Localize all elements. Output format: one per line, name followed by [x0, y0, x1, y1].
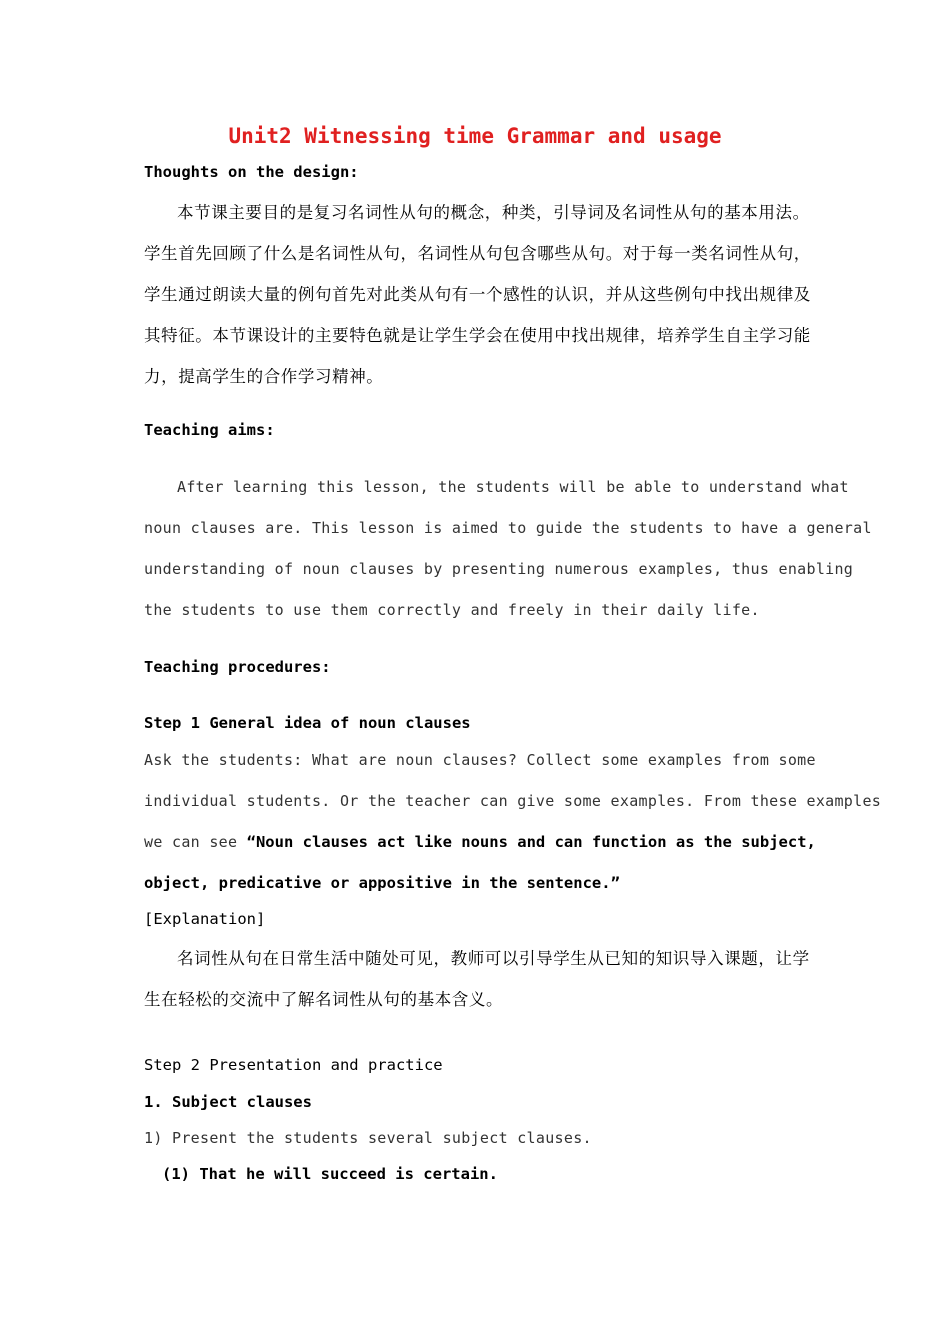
example-sentence: (1) That he will succeed is certain. — [162, 1165, 498, 1183]
design-paragraph-line: 学生首先回顾了什么是名词性从句，名词性从句包含哪些从句。对于每一类名词性从句， — [144, 244, 811, 263]
step2-item: 1) Present the students several subject clauses. — [144, 1129, 592, 1147]
explanation-label: [Explanation] — [144, 910, 266, 928]
step1-paragraph-line: individual students. Or the teacher can give some examples. From these examples — [144, 792, 882, 810]
aims-paragraph-line: After learning this lesson, the students will be able to understand what — [177, 478, 849, 496]
explanation-line: 生在轻松的交流中了解名词性从句的基本含义。 — [144, 990, 504, 1009]
design-heading: Thoughts on the design: — [144, 163, 359, 181]
step1-paragraph-line: Ask the students: What are noun clauses? Collect some examples from some — [144, 751, 816, 769]
aims-heading: Teaching aims: — [144, 421, 275, 439]
step2-heading: Step 2 Presentation and practice — [144, 1056, 443, 1074]
aims-paragraph-line: the students to use them correctly and freely in their daily life. — [144, 601, 760, 619]
design-paragraph-line: 学生通过朗读大量的例句首先对此类从句有一个感性的认识，并从这些例句中找出规律及 — [144, 285, 811, 304]
step1-paragraph-line — [144, 833, 816, 851]
design-paragraph-line: 本节课主要目的是复习名词性从句的概念，种类，引导词及名词性从句的基本用法。 — [177, 203, 810, 222]
design-paragraph-line: 力，提高学生的合作学习精神。 — [144, 367, 384, 386]
step1-heading: Step 1 General idea of noun clauses — [144, 714, 471, 732]
subject-clauses-heading: 1. Subject clauses — [144, 1093, 312, 1111]
design-paragraph-line: 其特征。本节课设计的主要特色就是让学生学会在使用中找出规律，培养学生自主学习能 — [144, 326, 811, 345]
explanation-line: 名词性从句在日常生活中随处可见，教师可以引导学生从已知的知识导入课题，让学 — [177, 949, 810, 968]
aims-paragraph-line: noun clauses are. This lesson is aimed to guide the students to have a general — [144, 519, 872, 537]
aims-paragraph-line: understanding of noun clauses by presenting numerous examples, thus enabling — [144, 560, 854, 578]
procedures-heading: Teaching procedures: — [144, 658, 331, 676]
step1-definition-quote-end: object, predicative or appositive in the sentence.” — [144, 874, 620, 892]
step1-definition-quote: “Noun clauses act like nouns and can function as the subject, — [246, 833, 816, 851]
step1-line-plain: we can see — [144, 833, 247, 851]
document-title: Unit2 Witnessing time Grammar and usage — [228, 124, 722, 148]
